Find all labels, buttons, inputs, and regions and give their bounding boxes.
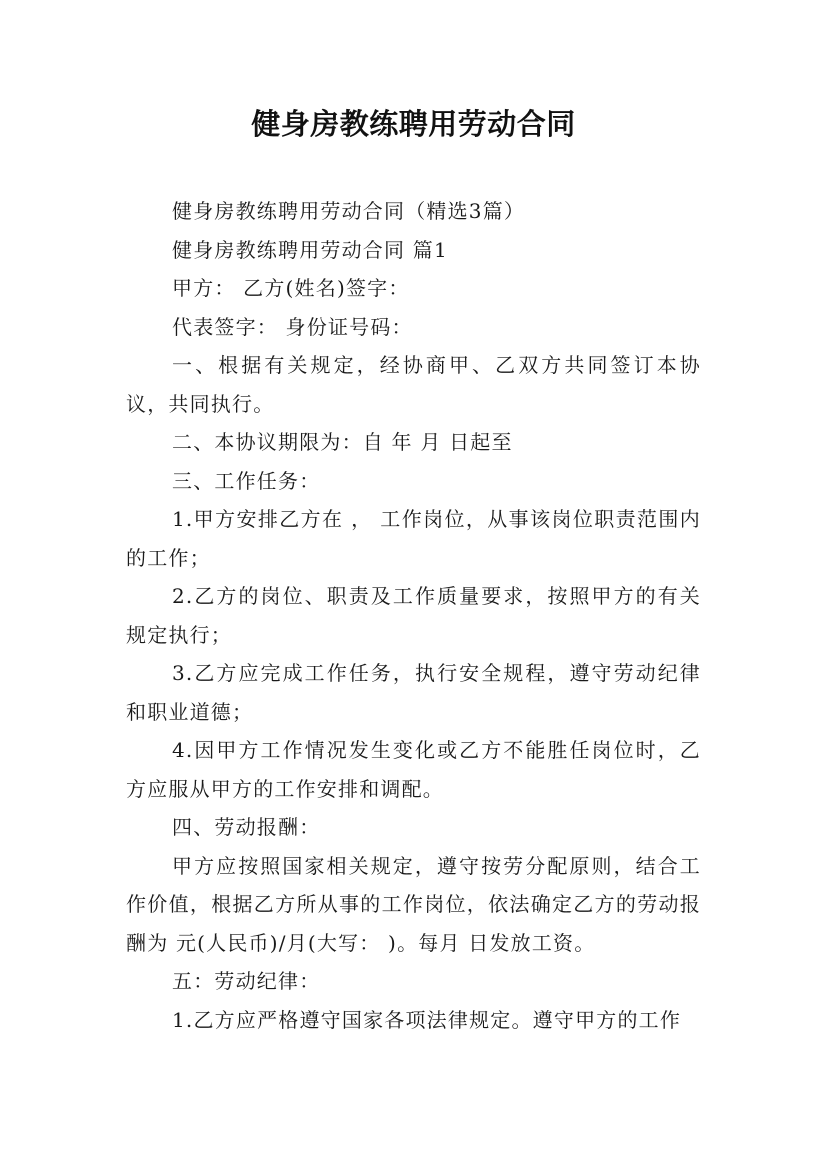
- paragraph-clause-2: 二、本协议期限为：自 年 月 日起至: [172, 430, 513, 454]
- paragraph-clause-3: 三、工作任务：: [172, 468, 321, 493]
- paragraph-clause-5: 五：劳动纪律：: [172, 969, 321, 993]
- paragraph-task-1: 1.甲方安排乙方在 ， 工作岗位，从事该岗位职责范围内的工作；: [126, 507, 701, 570]
- paragraph-clause-1: 一、根据有关规定，经协商甲、乙双方共同签订本协议，共同执行。: [126, 353, 701, 416]
- paragraph-task-3: 3.乙方应完成工作任务，执行安全规程，遵守劳动纪律和职业道德；: [126, 661, 701, 724]
- paragraph-section-heading: 健身房教练聘用劳动合同 篇1: [172, 237, 448, 262]
- paragraph-party-a: 甲方： 乙方(姓名)签字：: [172, 276, 410, 300]
- paragraph-subtitle: 健身房教练聘用劳动合同（精选3篇）: [172, 199, 526, 223]
- paragraph-remuneration: 甲方应按照国家相关规定，遵守按劳分配原则，结合工作价值，根据乙方所从事的工作岗位，依法确定乙方的劳动报酬为 元(人民币)/月(大写： )。每月 日发放工资。: [126, 853, 701, 955]
- paragraph-discipline-1: 1.乙方应严格遵守国家各项法律规定。遵守甲方的工作: [172, 1007, 682, 1032]
- document-body: [126, 192, 701, 1039]
- paragraph-representative: 代表签字： 身份证号码：: [172, 314, 413, 339]
- paragraph-clause-4: 四、劳动报酬：: [172, 815, 321, 839]
- paragraph-task-2: 2.乙方的岗位、职责及工作质量要求，按照甲方的有关规定执行；: [126, 584, 701, 647]
- document-title: 健身房教练聘用劳动合同: [251, 107, 576, 141]
- paragraph-task-4: 4.因甲方工作情况发生变化或乙方不能胜任岗位时，乙方应服从甲方的工作安排和调配。: [126, 738, 701, 801]
